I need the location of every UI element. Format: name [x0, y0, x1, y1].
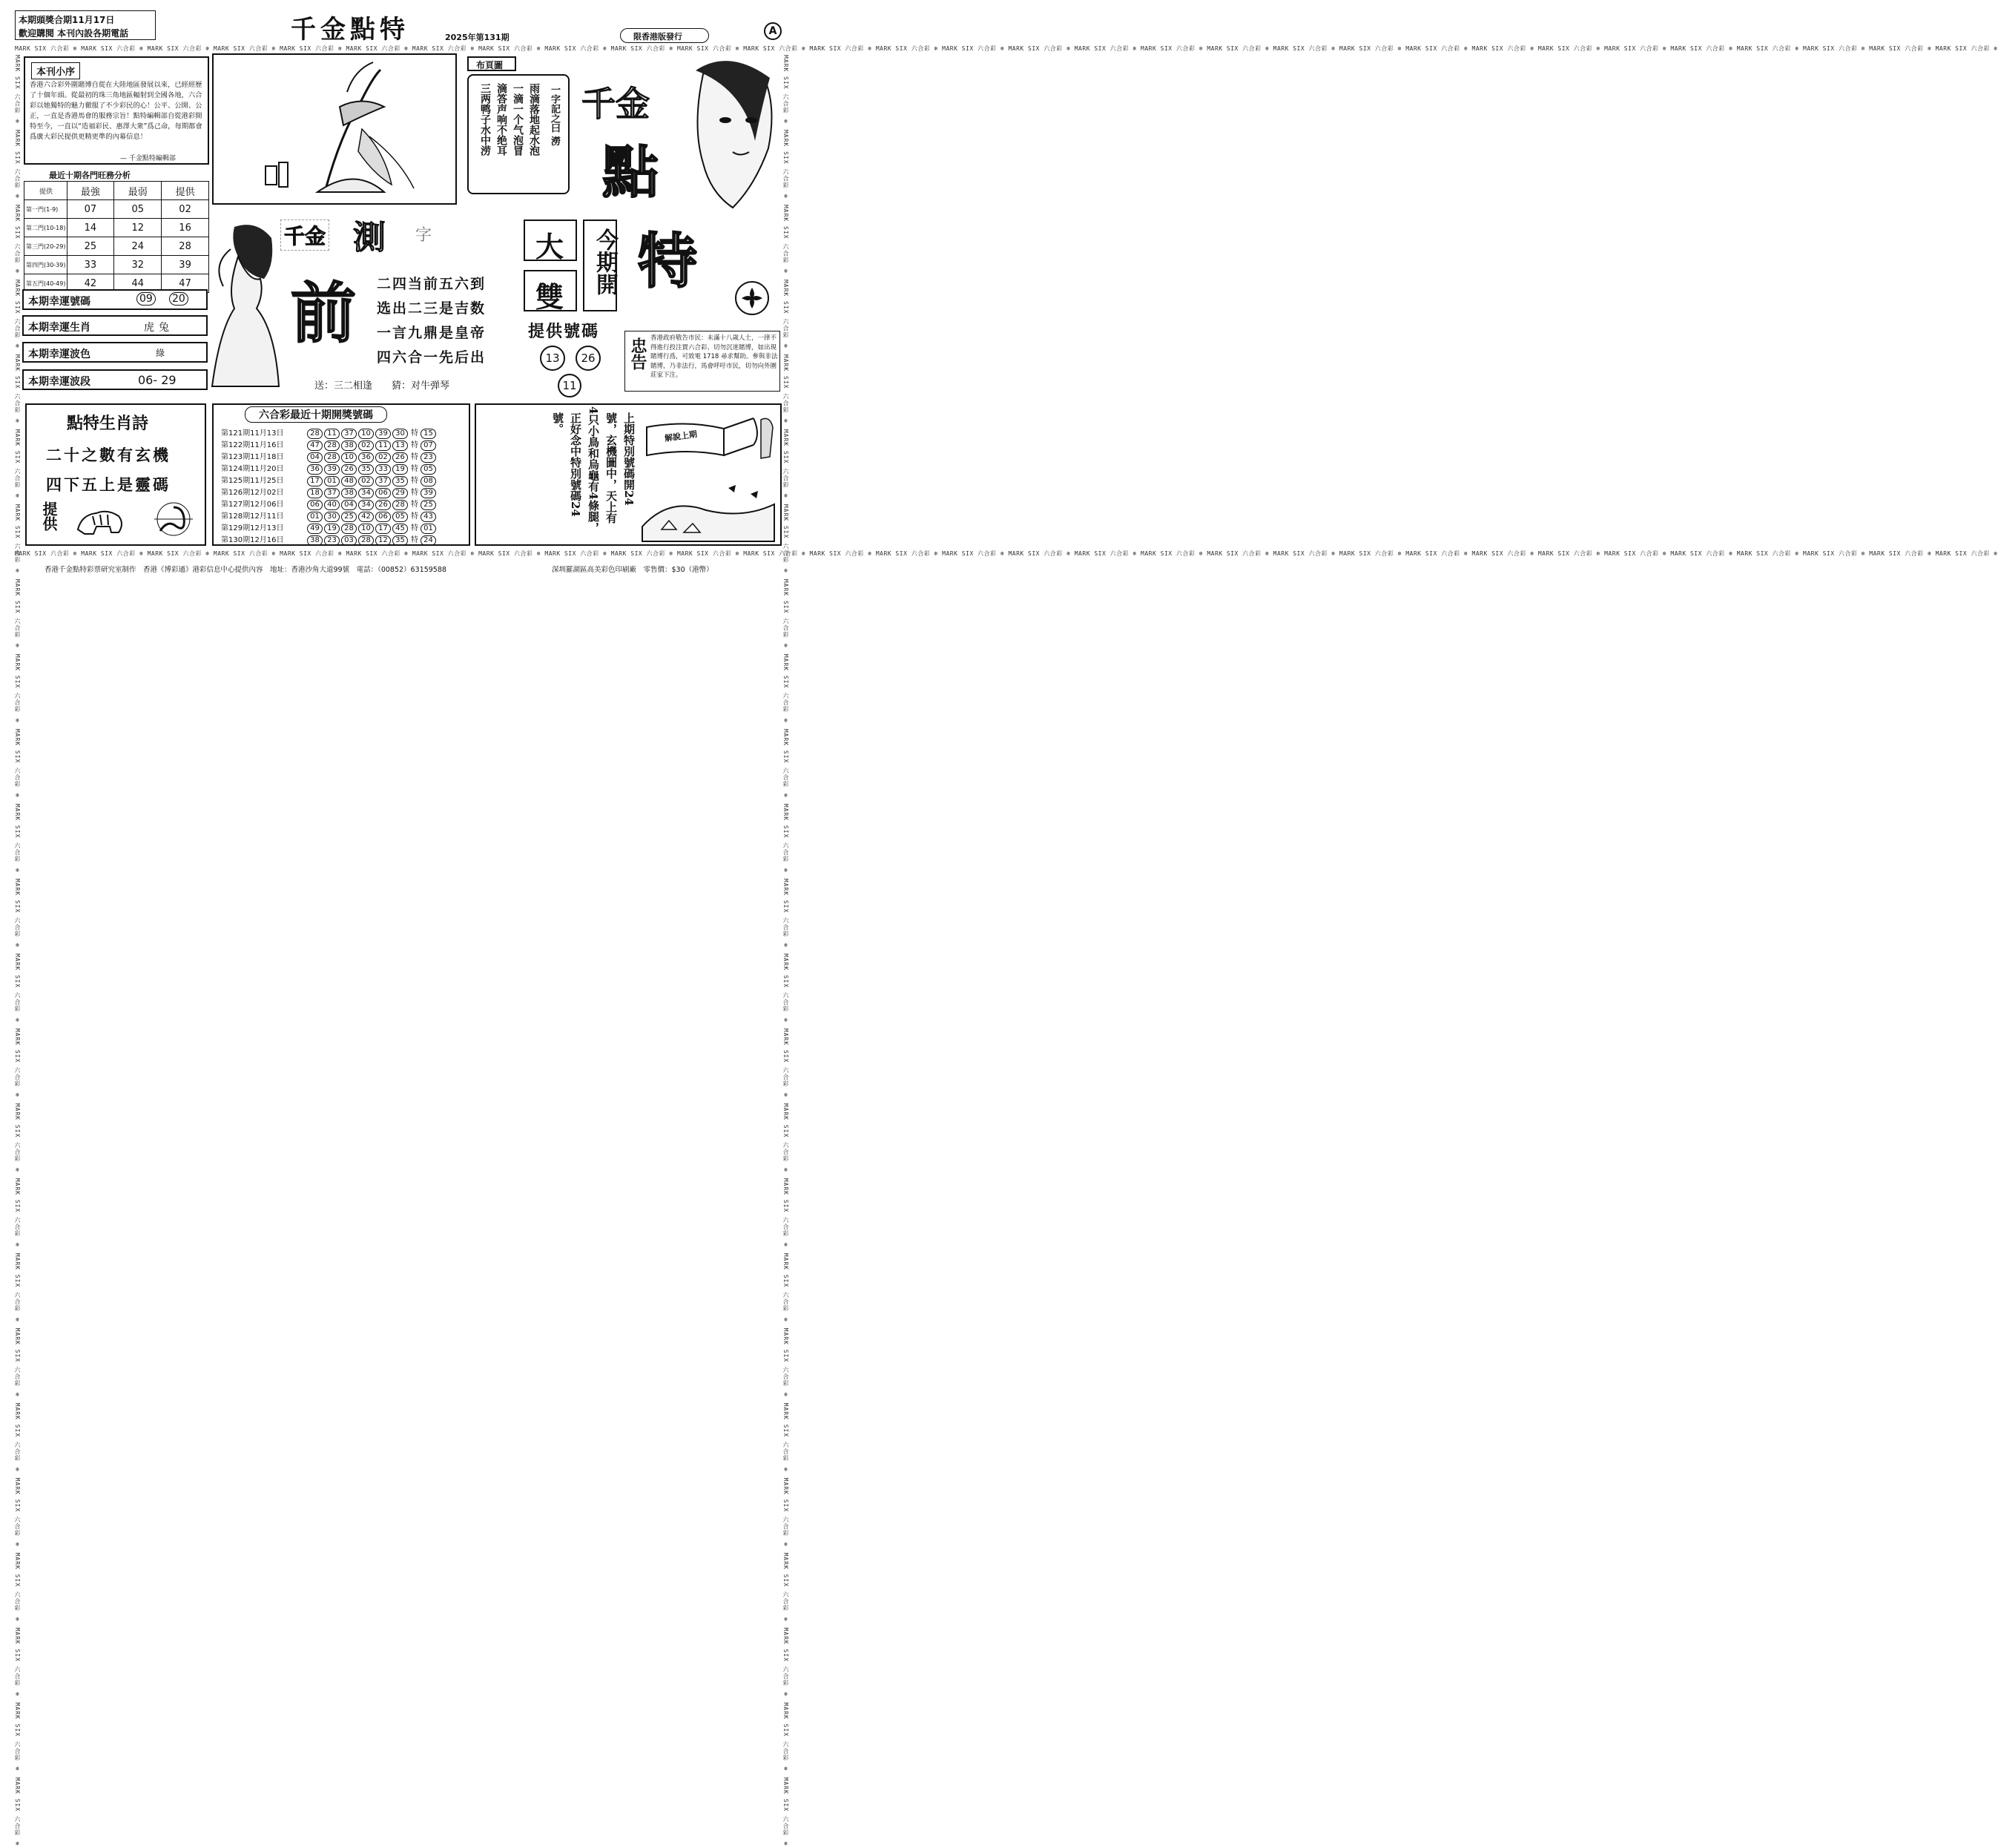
hot-table-cell: 39: [162, 256, 209, 274]
luck-zodiac-value: 虎兔: [144, 322, 174, 334]
draw-row: [221, 426, 438, 438]
footer-left: 香港千金點特彩票研究室制作 香港《博彩通》港彩信息中心提供內容 地址：香港沙角大道99號 電話：（00852）63159588: [44, 566, 446, 574]
draw-ball: 17: [307, 476, 323, 486]
guess-poem-line: 选出二三是吉数: [377, 300, 487, 317]
draw-ball: 01: [324, 476, 340, 486]
draw-special-label: 特: [411, 501, 418, 509]
draw-special-label: 特: [411, 536, 418, 544]
woman-figure: [205, 220, 291, 390]
guess-send: 送：三二相逢: [314, 380, 373, 392]
da-text: 大: [535, 230, 564, 263]
brand-te: 特: [638, 226, 697, 296]
draw-ball: 38: [341, 440, 357, 451]
snake-icon: [151, 497, 196, 541]
draw-ball: 30: [392, 429, 408, 439]
scroll-line: 三两鸭子水中涝: [479, 83, 491, 156]
draw-ball: 37: [324, 488, 340, 498]
luck-row-number: [22, 289, 208, 310]
draw-ball: 28: [324, 440, 340, 451]
hot-table-cell: 05: [114, 200, 162, 219]
provide-number-text: 11: [562, 379, 577, 392]
draw-ball: 12: [375, 535, 391, 546]
draw-ball: 42: [358, 512, 374, 522]
guess-poem-line: 四六合一先后出: [377, 349, 487, 366]
draw-special-label: 特: [411, 465, 418, 473]
draw-row: [221, 474, 438, 486]
hot-table-title: 最近十期各門旺務分析: [49, 171, 131, 180]
draw-ball: 36: [307, 464, 323, 475]
draw-special-label: 特: [411, 429, 418, 438]
draw-special-ball: 05: [421, 464, 436, 475]
corner-letter: [764, 22, 782, 40]
header-notice-line2: 歡迎購閱 本刊內設各期電話: [19, 28, 129, 39]
scroll-tag: [467, 56, 516, 71]
hot-table-row-label: 第三門(20-29): [24, 237, 67, 256]
draw-special-ball: 08: [421, 476, 436, 486]
draw-ball: 45: [392, 524, 408, 534]
mark-six-strip-top: MARK SIX 六合彩 ❄ MARK SIX 六合彩 ❄ MARK SIX 六合彩 ❄ MARK SIX 六合彩 ❄ MARK SIX 六合彩 ❄ MARK SIX 六合彩 ❄ MARK SIX 六合彩 ❄ MARK SIX 六合彩 ❄ MARK SIX 六合彩 ❄ MARK SIX 六合彩 ❄ MARK SIX 六合彩 ❄ MARK SIX 六合彩 ❄ MARK SIX 六合彩 ❄ MARK SIX 六合彩 ❄ MARK SIX 六合彩 ❄ MARK SIX 六合彩 ❄ MARK SIX 六合彩 ❄ MARK SIX 六合彩 ❄ MARK SIX 六合彩 ❄ MARK SIX 六合彩 ❄ MARK SIX 六合彩 ❄ MARK SIX 六合彩 ❄ MARK SIX 六合彩 ❄ MARK SIX 六合彩 ❄ MARK SIX 六合彩 ❄ MARK SIX 六合彩 ❄ MARK SIX 六合彩 ❄ MARK SIX 六合彩 ❄ MARK SIX 六合彩 ❄ MARK SIX 六合彩 ❄: [15, 45, 1998, 52]
hot-table-corner-label: 提供: [39, 188, 53, 196]
luck-number-2: 20: [169, 292, 188, 306]
draw-row: [221, 521, 438, 533]
header-notice-box: [15, 10, 156, 40]
draw-ball: 35: [392, 476, 408, 486]
draw-ball: 11: [375, 440, 391, 451]
provide-number-text: 26: [581, 352, 596, 365]
scroll-line: 一滴一个气泡冒: [512, 83, 524, 156]
hot-table-cell: 02: [162, 200, 209, 219]
draw-special-label: 特: [411, 524, 418, 532]
zodiac-poem-title: 點特生肖詩: [67, 414, 149, 433]
draw-ball: 11: [324, 429, 340, 439]
luck-label: 本期幸運波段: [28, 376, 90, 388]
review-landscape: [639, 475, 777, 543]
luck-label: 本期幸運號碼: [28, 296, 90, 308]
draw-ball: 06: [375, 512, 391, 522]
draw-ball: 26: [375, 500, 391, 510]
draw-ball: 06: [375, 488, 391, 498]
luck-row-color: [22, 342, 208, 363]
draw-row-label: 第121期11月13日: [221, 429, 284, 438]
phoenix-illustration: [214, 55, 455, 203]
draw-ball: 35: [392, 535, 408, 546]
phoenix-picture-box: [212, 53, 457, 205]
notice-side-label: 忠告: [628, 337, 647, 370]
zodiac-poem-provide: 提供: [40, 501, 58, 531]
draw-special-ball: 15: [421, 429, 436, 439]
review-column: 正好念中特別號碼24: [569, 412, 582, 517]
draw-ball: 19: [324, 524, 340, 534]
zodiac-poem-line: 二十之數有玄機: [46, 446, 171, 464]
hot-table-cell: 28: [162, 237, 209, 256]
hot-table-cell: 16: [162, 219, 209, 237]
da-box: [524, 220, 577, 261]
hot-table-row-label: 第五門(40-49): [24, 274, 67, 293]
draw-row-label: 第130期12月16日: [221, 536, 284, 544]
hot-table-row-label: 第一門(1-9): [24, 200, 67, 219]
notice-box: [624, 331, 780, 392]
draw-row-label: 第127期12月06日: [221, 501, 284, 509]
draw-special-label: 特: [411, 441, 418, 449]
scroll-line: 雨滴落地起水泡: [528, 83, 540, 156]
draw-ball: 39: [375, 429, 391, 439]
draw-row-label: 第124期11月20日: [221, 465, 284, 473]
draw-ball: 28: [324, 452, 340, 463]
draw-special-ball: 01: [421, 524, 436, 534]
draw-special-label: 特: [411, 477, 418, 485]
draw-row-label: 第128期12月11日: [221, 512, 284, 521]
luck-row-band: [22, 369, 208, 390]
hot-table-row-label: 第二門(10-18): [24, 219, 67, 237]
draw-ball: 10: [341, 452, 357, 463]
review-column: 4只小鳥和烏龜有4條腿，: [587, 406, 600, 533]
guess-title-qianjin: 千金: [280, 220, 329, 251]
mark-six-strip-right: MARK SIX 六合彩 ❄ MARK SIX 六合彩 ❄ MARK SIX 六合彩 ❄ MARK SIX 六合彩 ❄ MARK SIX 六合彩 ❄ MARK SIX 六合彩 ❄ MARK SIX 六合彩 ❄ MARK SIX 六合彩 ❄ MARK SIX 六合彩 ❄ MARK SIX 六合彩 ❄ MARK SIX 六合彩 ❄ MARK SIX 六合彩 ❄ MARK SIX 六合彩 ❄ MARK SIX 六合彩 ❄ MARK SIX 六合彩 ❄ MARK SIX 六合彩 ❄ MARK SIX 六合彩 ❄ MARK SIX 六合彩 ❄ MARK SIX 六合彩 ❄ MARK SIX 六合彩 ❄ MARK SIX 六合彩 ❄ MARK SIX 六合彩 ❄ MARK SIX 六合彩 ❄ MARK SIX 六合彩 ❄: [782, 55, 789, 1848]
hot-table: [24, 181, 209, 293]
guess-big-char: 前: [291, 274, 357, 352]
luck-label: 本期幸運生肖: [28, 322, 90, 334]
draw-ball: 38: [307, 535, 323, 546]
draw-row-label: 第125期11月25日: [221, 477, 284, 485]
draw-ball: 01: [307, 512, 323, 522]
intro-body: 香港六合彩外圍賭博自從在大陸地區發展以來，已經經歷了十個年頭。從最初的珠三角地區輻射到全國各地，六合彩以她獨特的魅力徹服了不少彩民的心！公平、公開、公正，一直是香港馬會的服務宗旨！點特編輯部自從港彩開特至今，一直以“造福彩民、惠澤大衆”爲己命，每期都會爲廣大彩民提供更精更準的內幕信息！: [30, 81, 202, 141]
guess-riddle: 猜：对牛弹琴: [392, 380, 450, 392]
hot-table-header: 提供: [162, 182, 209, 200]
hk-emblem: [734, 280, 770, 316]
mark-six-strip-bottom: MARK SIX 六合彩 ❄ MARK SIX 六合彩 ❄ MARK SIX 六合彩 ❄ MARK SIX 六合彩 ❄ MARK SIX 六合彩 ❄ MARK SIX 六合彩 ❄ MARK SIX 六合彩 ❄ MARK SIX 六合彩 ❄ MARK SIX 六合彩 ❄ MARK SIX 六合彩 ❄ MARK SIX 六合彩 ❄ MARK SIX 六合彩 ❄ MARK SIX 六合彩 ❄ MARK SIX 六合彩 ❄ MARK SIX 六合彩 ❄ MARK SIX 六合彩 ❄ MARK SIX 六合彩 ❄ MARK SIX 六合彩 ❄ MARK SIX 六合彩 ❄ MARK SIX 六合彩 ❄ MARK SIX 六合彩 ❄ MARK SIX 六合彩 ❄ MARK SIX 六合彩 ❄ MARK SIX 六合彩 ❄ MARK SIX 六合彩 ❄ MARK SIX 六合彩 ❄ MARK SIX 六合彩 ❄ MARK SIX 六合彩 ❄ MARK SIX 六合彩 ❄ MARK SIX 六合彩 ❄: [15, 550, 1998, 557]
draw-ball: 40: [324, 500, 340, 510]
draw-ball: 34: [358, 500, 374, 510]
hot-table-cell: 47: [162, 274, 209, 293]
draw-ball: 05: [392, 512, 408, 522]
mark-six-strip-left: MARK SIX 六合彩 ❄ MARK SIX 六合彩 ❄ MARK SIX 六合彩 ❄ MARK SIX 六合彩 ❄ MARK SIX 六合彩 ❄ MARK SIX 六合彩 ❄ MARK SIX 六合彩 ❄ MARK SIX 六合彩 ❄ MARK SIX 六合彩 ❄ MARK SIX 六合彩 ❄ MARK SIX 六合彩 ❄ MARK SIX 六合彩 ❄ MARK SIX 六合彩 ❄ MARK SIX 六合彩 ❄ MARK SIX 六合彩 ❄ MARK SIX 六合彩 ❄ MARK SIX 六合彩 ❄ MARK SIX 六合彩 ❄ MARK SIX 六合彩 ❄ MARK SIX 六合彩 ❄ MARK SIX 六合彩 ❄ MARK SIX 六合彩 ❄ MARK SIX 六合彩 ❄ MARK SIX 六合彩 ❄: [14, 55, 21, 1848]
draw-special-ball: 43: [421, 512, 436, 522]
draw-ball: 13: [392, 440, 408, 451]
footer-right: 深圳羅湖區高美彩色印刷廠 零售價：$30（港幣）: [552, 566, 713, 574]
provide-number-text: 13: [545, 352, 560, 365]
draw-special-ball: 39: [421, 488, 436, 498]
zodiac-poem-line: 四下五上是靈碼: [46, 475, 171, 494]
draw-row: [221, 462, 438, 474]
hot-table-cell: 24: [114, 237, 162, 256]
draw-ball: 19: [392, 464, 408, 475]
hot-table-cell: 42: [67, 274, 114, 293]
draw-ball: 33: [375, 464, 391, 475]
draw-row: [221, 533, 438, 545]
hot-table-cell: 12: [114, 219, 162, 237]
draw-ball: 47: [307, 440, 323, 451]
shuang-box: [524, 270, 577, 314]
guess-title-zi: 字: [415, 226, 432, 245]
scroll-poem-box: [467, 74, 570, 194]
draw-ball: 02: [375, 452, 391, 463]
draw-results-title: 六合彩最近十期開獎號碼: [245, 406, 387, 423]
draw-ball: 39: [324, 464, 340, 475]
draw-row-label: 第123期11月18日: [221, 453, 284, 461]
intro-box: [24, 56, 209, 165]
draw-ball: 28: [341, 524, 357, 534]
draw-row: [221, 450, 438, 462]
today-open-text: 今期開: [592, 228, 618, 295]
draw-ball: 30: [324, 512, 340, 522]
shuang-text: 雙: [535, 280, 564, 314]
luck-label: 本期幸運波色: [28, 349, 90, 360]
guess-poem-line: 二四当前五六到: [377, 276, 487, 292]
hot-table-cell: 32: [114, 256, 162, 274]
draw-ball: 29: [392, 488, 408, 498]
luck-color-value: 綠: [156, 348, 165, 358]
hot-table-corner: [24, 182, 67, 200]
scroll-tag-text: 布頁圖: [476, 60, 504, 70]
draw-ball: 28: [392, 500, 408, 510]
zodiac-poem-box: [25, 403, 206, 546]
review-tag: 解說上期: [664, 429, 698, 443]
draw-row-label: 第129期12月13日: [221, 524, 284, 532]
brand-qianjin: 千金: [581, 84, 650, 124]
notice-body: 香港政府敬告市民：未滿十八歲人士，一律不得進行投注賈六合彩、切勿沉迷賭博，如出現賭博行爲，可致電 1718 尋求幫助。參與非法賭博，乃非法行，馬會呼吁市民，切勿向外圍莊家下注。: [650, 334, 778, 379]
hot-table-row-label: 第四門(30-39): [24, 256, 67, 274]
review-scroll-banner: [642, 412, 779, 464]
draw-ball: 49: [307, 524, 323, 534]
draw-ball: 34: [358, 488, 374, 498]
draw-row: [221, 486, 438, 498]
draw-ball: 28: [358, 535, 374, 546]
hk-only-text: 限香港版發行: [633, 32, 682, 42]
draw-ball: 28: [307, 429, 323, 439]
provide-number: [540, 346, 565, 371]
draw-row: [221, 509, 438, 521]
intro-sign: — 千金點特編輯部: [120, 155, 176, 162]
hot-table-cell: 33: [67, 256, 114, 274]
provide-numbers-title: 提供號碼: [528, 323, 600, 341]
draw-ball: 38: [341, 488, 357, 498]
hot-table-header: 最強: [67, 182, 114, 200]
luck-number-1: 09: [136, 292, 156, 306]
draw-special-label: 特: [411, 489, 418, 497]
today-open-box: [583, 220, 617, 311]
masthead-title: 千金點特: [291, 15, 409, 44]
review-column: 號，玄機圖中，天上有: [604, 412, 618, 524]
draw-special-ball: 24: [421, 535, 436, 546]
tiger-icon: [74, 500, 126, 538]
draw-row-label: 第122期11月16日: [221, 441, 284, 449]
draw-ball: 36: [358, 452, 374, 463]
draw-ball: 04: [307, 452, 323, 463]
scroll-title: 一字記之曰 澇: [549, 85, 560, 146]
provide-number: [576, 346, 601, 371]
corner-letter-text: A: [768, 25, 777, 37]
draw-ball: 48: [341, 476, 357, 486]
hot-table-cell: 07: [67, 200, 114, 219]
draw-ball: 17: [375, 524, 391, 534]
draw-row-label: 第126期12月02日: [221, 489, 284, 497]
guess-title-ce: 測: [353, 219, 386, 257]
review-column: 號。: [551, 412, 564, 435]
hot-table-header: 最弱: [114, 182, 162, 200]
draw-row: [221, 498, 438, 509]
brand-dian: 點: [602, 139, 659, 205]
woman-portrait: [681, 59, 779, 215]
draw-ball: 37: [375, 476, 391, 486]
draw-special-label: 特: [411, 453, 418, 461]
draw-ball: 37: [341, 429, 357, 439]
issue-number: 2025年第131期: [445, 33, 510, 42]
draw-ball: 18: [307, 488, 323, 498]
draw-ball: 02: [358, 440, 374, 451]
draw-ball: 26: [341, 464, 357, 475]
draw-ball: 10: [358, 524, 374, 534]
draw-ball: 25: [341, 512, 357, 522]
draw-row: [221, 438, 438, 450]
hot-table-cell: 25: [67, 237, 114, 256]
draw-ball: 10: [358, 429, 374, 439]
hot-table-cell: 44: [114, 274, 162, 293]
intro-title: 本刊小序: [31, 62, 80, 79]
review-column: 上期特別號碼開24: [622, 412, 636, 506]
draw-special-label: 特: [411, 512, 418, 521]
hk-only-badge: [620, 28, 709, 43]
provide-number: [558, 374, 581, 397]
draw-ball: 26: [392, 452, 408, 463]
guess-poem-line: 一言九鼎是皇帝: [377, 325, 487, 341]
hot-table-cell: 14: [67, 219, 114, 237]
draw-ball: 23: [324, 535, 340, 546]
draw-ball: 35: [358, 464, 374, 475]
luck-band-value: 06- 29: [138, 373, 177, 387]
draw-special-ball: 07: [421, 440, 436, 451]
draw-ball: 03: [341, 535, 357, 546]
draw-special-ball: 23: [421, 452, 436, 463]
header-notice-line1: 本期頭獎合期11月17日: [19, 15, 115, 25]
draw-ball: 02: [358, 476, 374, 486]
draw-ball: 06: [307, 500, 323, 510]
scroll-line: 滴答声响不绝耳: [495, 83, 507, 156]
draw-special-ball: 25: [421, 500, 436, 510]
luck-row-zodiac: [22, 315, 208, 336]
draw-ball: 04: [341, 500, 357, 510]
